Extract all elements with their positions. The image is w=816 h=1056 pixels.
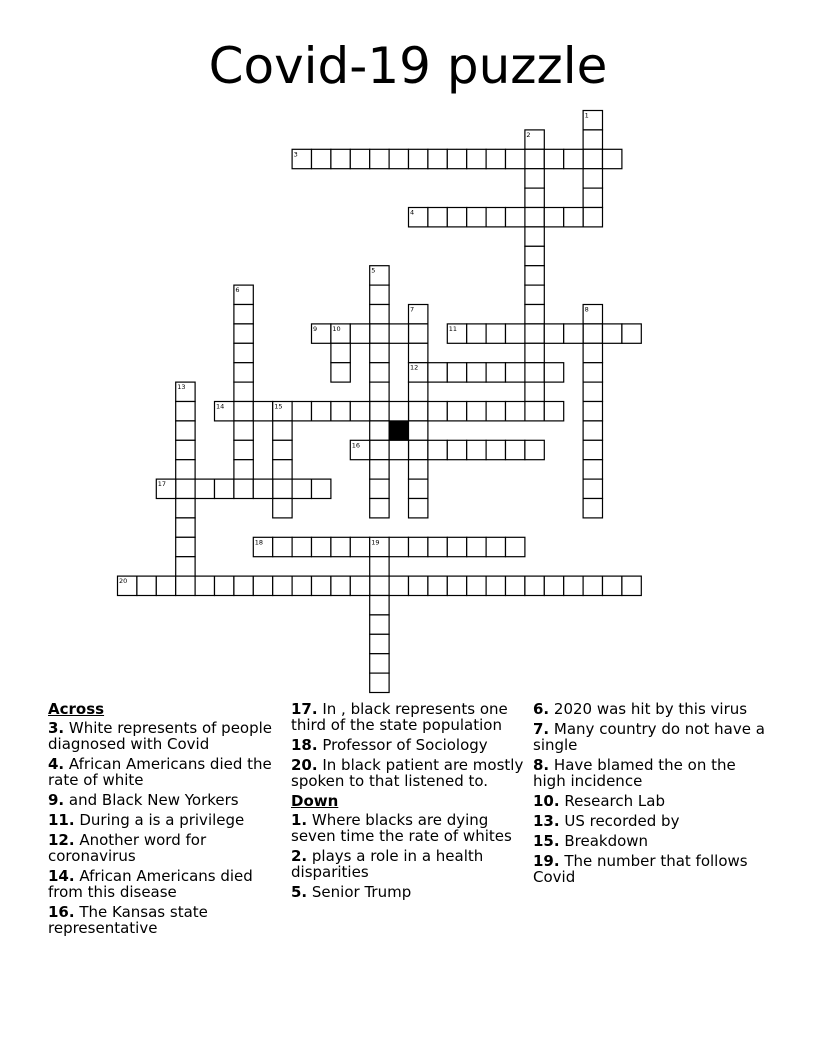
clue-text: Professor of Sociology bbox=[317, 736, 488, 754]
grid-cell[interactable] bbox=[564, 324, 583, 343]
clue-number: 18. bbox=[291, 736, 318, 754]
grid-cell[interactable] bbox=[486, 363, 505, 382]
grid-cell[interactable] bbox=[312, 537, 331, 556]
grid-cell[interactable] bbox=[525, 343, 544, 362]
grid-cell[interactable] bbox=[312, 479, 331, 498]
grid-cell[interactable] bbox=[234, 440, 253, 459]
clue-number: 5. bbox=[291, 883, 308, 901]
grid-cell[interactable] bbox=[156, 576, 175, 595]
grid-cell[interactable] bbox=[603, 576, 622, 595]
clue-text: Have blamed the on the high incidence bbox=[533, 756, 736, 790]
cell-number: 6 bbox=[235, 286, 240, 295]
grid-cell[interactable] bbox=[506, 324, 525, 343]
clue-across-12 bbox=[48, 832, 288, 864]
grid-cell[interactable] bbox=[525, 188, 544, 207]
clue-across-9 bbox=[48, 792, 288, 808]
grid-cell[interactable] bbox=[428, 576, 447, 595]
grid-cell[interactable] bbox=[389, 576, 408, 595]
grid-cell[interactable] bbox=[467, 324, 486, 343]
grid-cell[interactable] bbox=[467, 576, 486, 595]
clue-text: The Kansas state representative bbox=[48, 903, 208, 937]
grid-cell[interactable] bbox=[292, 479, 311, 498]
grid-cell[interactable] bbox=[234, 324, 253, 343]
clues-column-1 bbox=[48, 701, 288, 940]
clue-text: During a is a privilege bbox=[74, 811, 245, 829]
grid-cell[interactable] bbox=[525, 382, 544, 401]
grid-cell[interactable] bbox=[234, 343, 253, 362]
cell-number: 11 bbox=[448, 324, 458, 333]
clue-text: In black patient are mostly spoken to that listened to. bbox=[291, 756, 524, 790]
grid-cell[interactable] bbox=[331, 537, 350, 556]
grid-cell[interactable] bbox=[506, 208, 525, 227]
across-heading: Across bbox=[48, 700, 105, 718]
clue-number: 12. bbox=[48, 831, 75, 849]
grid-cell[interactable] bbox=[409, 421, 428, 440]
clue-number: 7. bbox=[533, 720, 550, 738]
grid-cell[interactable] bbox=[312, 402, 331, 421]
clue-text: Senior Trump bbox=[307, 883, 412, 901]
clue-text: In , black represents one third of the state population bbox=[291, 700, 508, 734]
grid-cell[interactable] bbox=[273, 440, 292, 459]
grid-cell[interactable] bbox=[350, 149, 369, 168]
grid-cell[interactable] bbox=[331, 363, 350, 382]
cell-number: 18 bbox=[254, 538, 264, 547]
grid-cell[interactable] bbox=[428, 208, 447, 227]
grid-cell[interactable] bbox=[506, 363, 525, 382]
grid-cell[interactable] bbox=[428, 537, 447, 556]
clue-down-10 bbox=[533, 793, 773, 809]
grid-cell[interactable] bbox=[467, 208, 486, 227]
cell-number: 19 bbox=[371, 538, 380, 547]
grid-cell[interactable] bbox=[525, 246, 544, 265]
clue-text: Research Lab bbox=[559, 792, 665, 810]
clue-down-6 bbox=[533, 701, 773, 717]
grid-cell[interactable] bbox=[370, 673, 389, 692]
grid-cell[interactable] bbox=[137, 576, 156, 595]
grid-cell[interactable] bbox=[370, 557, 389, 576]
grid-cell[interactable] bbox=[370, 576, 389, 595]
grid-cell[interactable] bbox=[292, 402, 311, 421]
grid-cell[interactable] bbox=[273, 479, 292, 498]
grid-cell[interactable] bbox=[506, 440, 525, 459]
grid-cell[interactable] bbox=[409, 149, 428, 168]
grid-cell[interactable] bbox=[253, 576, 272, 595]
grid-cell[interactable] bbox=[331, 576, 350, 595]
clue-number: 20. bbox=[291, 756, 318, 774]
clue-number: 8. bbox=[533, 756, 550, 774]
cell-number: 4 bbox=[410, 208, 415, 217]
clue-across-18 bbox=[291, 737, 531, 753]
grid-cell[interactable] bbox=[215, 576, 234, 595]
grid-cell[interactable] bbox=[428, 363, 447, 382]
grid-cell[interactable] bbox=[234, 460, 253, 479]
grid-cell[interactable] bbox=[583, 188, 602, 207]
grid-cell[interactable] bbox=[467, 440, 486, 459]
clue-text: Many country do not have a single bbox=[533, 720, 765, 754]
grid-cell[interactable] bbox=[370, 596, 389, 615]
grid-cell[interactable] bbox=[389, 324, 408, 343]
grid-cell[interactable] bbox=[331, 402, 350, 421]
grid-cell[interactable] bbox=[370, 499, 389, 518]
grid-cell[interactable] bbox=[564, 208, 583, 227]
grid-cell[interactable] bbox=[292, 537, 311, 556]
clue-number: 17. bbox=[291, 700, 318, 718]
grid-cell[interactable] bbox=[525, 440, 544, 459]
grid-cell[interactable] bbox=[370, 343, 389, 362]
clue-number: 14. bbox=[48, 867, 75, 885]
grid-cell[interactable] bbox=[331, 343, 350, 362]
clues-column-3 bbox=[533, 701, 773, 889]
grid-cell[interactable] bbox=[622, 324, 641, 343]
clue-down-5 bbox=[291, 884, 531, 900]
grid-cell[interactable] bbox=[195, 479, 214, 498]
grid-cell[interactable] bbox=[273, 421, 292, 440]
grid-cell[interactable] bbox=[583, 460, 602, 479]
grid-cell[interactable] bbox=[253, 402, 272, 421]
grid-cell[interactable] bbox=[603, 149, 622, 168]
grid-cell[interactable] bbox=[583, 576, 602, 595]
grid-cell[interactable] bbox=[273, 576, 292, 595]
clue-down-7 bbox=[533, 721, 773, 753]
grid-cell[interactable] bbox=[583, 421, 602, 440]
grid-cell[interactable] bbox=[506, 537, 525, 556]
cell-number: 3 bbox=[293, 150, 298, 159]
grid-cell[interactable] bbox=[583, 402, 602, 421]
grid-cell[interactable] bbox=[176, 440, 195, 459]
grid-cell[interactable] bbox=[564, 149, 583, 168]
black-cell bbox=[389, 421, 408, 440]
grid-cell[interactable] bbox=[583, 479, 602, 498]
clue-number: 1. bbox=[291, 811, 308, 829]
clue-text: The number that follows Covid bbox=[533, 852, 748, 886]
cell-number: 10 bbox=[332, 324, 341, 333]
grid-cell[interactable] bbox=[370, 402, 389, 421]
clues-column-2 bbox=[291, 701, 531, 904]
grid-cell[interactable] bbox=[486, 149, 505, 168]
grid-cell[interactable] bbox=[370, 615, 389, 634]
grid-cell[interactable] bbox=[486, 208, 505, 227]
grid-cell[interactable] bbox=[176, 576, 195, 595]
grid-cell[interactable] bbox=[176, 421, 195, 440]
clue-text: White represents of people diagnosed with Covid bbox=[48, 719, 273, 753]
grid-cell[interactable] bbox=[331, 149, 350, 168]
grid-cell[interactable] bbox=[583, 343, 602, 362]
grid-cell[interactable] bbox=[176, 557, 195, 576]
grid-cell[interactable] bbox=[350, 576, 369, 595]
clue-number: 15. bbox=[533, 832, 560, 850]
clue-number: 10. bbox=[533, 792, 560, 810]
cell-number: 20 bbox=[119, 577, 128, 586]
clue-text: and Black New Yorkers bbox=[64, 791, 239, 809]
cell-number: 14 bbox=[216, 402, 225, 411]
grid-cell[interactable] bbox=[176, 537, 195, 556]
grid-cell[interactable] bbox=[350, 324, 369, 343]
grid-cell[interactable] bbox=[176, 479, 195, 498]
grid-cell[interactable] bbox=[467, 363, 486, 382]
down-heading: Down bbox=[291, 792, 339, 810]
grid-cell[interactable] bbox=[525, 169, 544, 188]
grid-cell[interactable] bbox=[273, 499, 292, 518]
grid-cell[interactable] bbox=[428, 149, 447, 168]
cell-number: 13 bbox=[177, 383, 186, 392]
grid-cell[interactable] bbox=[544, 402, 563, 421]
grid-cell[interactable] bbox=[564, 576, 583, 595]
grid-cell[interactable] bbox=[409, 382, 428, 401]
grid-cell[interactable] bbox=[506, 576, 525, 595]
grid-cell[interactable] bbox=[409, 460, 428, 479]
grid-cell[interactable] bbox=[603, 324, 622, 343]
grid-cell[interactable] bbox=[525, 208, 544, 227]
grid-cell[interactable] bbox=[409, 440, 428, 459]
grid-cell[interactable] bbox=[583, 208, 602, 227]
grid-cell[interactable] bbox=[447, 576, 466, 595]
grid-cell[interactable] bbox=[583, 499, 602, 518]
grid-cell[interactable] bbox=[176, 499, 195, 518]
grid-cell[interactable] bbox=[583, 130, 602, 149]
grid-cell[interactable] bbox=[486, 537, 505, 556]
grid-cell[interactable] bbox=[622, 576, 641, 595]
grid-cell[interactable] bbox=[467, 402, 486, 421]
grid-cell[interactable] bbox=[409, 324, 428, 343]
cell-number: 12 bbox=[410, 363, 419, 372]
cell-number: 7 bbox=[410, 305, 415, 314]
grid-cell[interactable] bbox=[409, 576, 428, 595]
cell-number: 8 bbox=[584, 305, 589, 314]
cell-number: 1 bbox=[584, 111, 589, 120]
grid-cell[interactable] bbox=[370, 479, 389, 498]
grid-cell[interactable] bbox=[350, 402, 369, 421]
grid-cell[interactable] bbox=[447, 440, 466, 459]
grid-cell[interactable] bbox=[370, 305, 389, 324]
clue-across-16 bbox=[48, 904, 288, 936]
grid-cell[interactable] bbox=[544, 208, 563, 227]
grid-cell[interactable] bbox=[525, 227, 544, 246]
cell-number: 17 bbox=[157, 480, 167, 489]
grid-cell[interactable] bbox=[370, 460, 389, 479]
grid-cell[interactable] bbox=[583, 169, 602, 188]
grid-cell[interactable] bbox=[370, 324, 389, 343]
grid-cell[interactable] bbox=[234, 382, 253, 401]
grid-cell[interactable] bbox=[312, 576, 331, 595]
clue-number: 13. bbox=[533, 812, 560, 830]
grid-cell[interactable] bbox=[273, 460, 292, 479]
clue-down-19 bbox=[533, 853, 773, 885]
grid-cell[interactable] bbox=[370, 634, 389, 653]
grid-cell[interactable] bbox=[544, 324, 563, 343]
grid-cell[interactable] bbox=[389, 402, 408, 421]
clue-text: African Americans died the rate of white bbox=[48, 755, 272, 789]
clue-down-2 bbox=[291, 848, 531, 880]
grid-cell[interactable] bbox=[447, 363, 466, 382]
grid-cell[interactable] bbox=[486, 576, 505, 595]
clue-across-17 bbox=[291, 701, 531, 733]
grid-cell[interactable] bbox=[234, 305, 253, 324]
cell-number: 9 bbox=[313, 324, 318, 333]
grid-cell[interactable] bbox=[370, 363, 389, 382]
grid-cell[interactable] bbox=[525, 576, 544, 595]
grid-cell[interactable] bbox=[389, 440, 408, 459]
grid-cell[interactable] bbox=[409, 479, 428, 498]
grid-cell[interactable] bbox=[486, 402, 505, 421]
grid-cell[interactable] bbox=[370, 421, 389, 440]
grid-cell[interactable] bbox=[292, 576, 311, 595]
grid-cell[interactable] bbox=[234, 363, 253, 382]
grid-cell[interactable] bbox=[234, 576, 253, 595]
grid-cell[interactable] bbox=[544, 149, 563, 168]
clue-number: 4. bbox=[48, 755, 65, 773]
clue-number: 11. bbox=[48, 811, 75, 829]
grid-cell[interactable] bbox=[409, 499, 428, 518]
clue-text: Breakdown bbox=[559, 832, 649, 850]
grid-cell[interactable] bbox=[350, 537, 369, 556]
grid-cell[interactable] bbox=[525, 149, 544, 168]
grid-cell[interactable] bbox=[486, 440, 505, 459]
grid-cell[interactable] bbox=[370, 285, 389, 304]
grid-cell[interactable] bbox=[409, 537, 428, 556]
cell-number: 5 bbox=[371, 266, 376, 275]
grid-cell[interactable] bbox=[506, 402, 525, 421]
grid-cell[interactable] bbox=[583, 149, 602, 168]
grid-cell[interactable] bbox=[370, 149, 389, 168]
grid-cell[interactable] bbox=[583, 440, 602, 459]
grid-cell[interactable] bbox=[447, 208, 466, 227]
grid-cell[interactable] bbox=[525, 285, 544, 304]
grid-cell[interactable] bbox=[273, 537, 292, 556]
clue-number: 19. bbox=[533, 852, 560, 870]
grid-cell[interactable] bbox=[525, 305, 544, 324]
clue-text: plays a role in a health disparities bbox=[291, 847, 484, 881]
grid-cell[interactable] bbox=[486, 324, 505, 343]
page-title: Covid-19 puzzle bbox=[208, 37, 608, 95]
grid-cell[interactable] bbox=[583, 324, 602, 343]
cell-number: 15 bbox=[274, 402, 283, 411]
grid-cell[interactable] bbox=[389, 537, 408, 556]
clue-down-1 bbox=[291, 812, 531, 844]
clue-number: 6. bbox=[533, 700, 550, 718]
grid-cell[interactable] bbox=[428, 440, 447, 459]
grid-cell[interactable] bbox=[253, 479, 272, 498]
clue-down-13 bbox=[533, 813, 773, 829]
grid-cell[interactable] bbox=[234, 479, 253, 498]
grid-cell[interactable] bbox=[467, 537, 486, 556]
grid-cell[interactable] bbox=[234, 402, 253, 421]
clue-text: African Americans died from this disease bbox=[48, 867, 253, 901]
grid-cell[interactable] bbox=[583, 382, 602, 401]
grid-cell[interactable] bbox=[176, 460, 195, 479]
grid-cell[interactable] bbox=[525, 363, 544, 382]
grid-cell[interactable] bbox=[447, 149, 466, 168]
grid-cell[interactable] bbox=[583, 363, 602, 382]
clue-across-14 bbox=[48, 868, 288, 900]
grid-cell[interactable] bbox=[467, 149, 486, 168]
grid-cell[interactable] bbox=[215, 479, 234, 498]
clue-number: 3. bbox=[48, 719, 65, 737]
clue-across-11 bbox=[48, 812, 288, 828]
cell-number: 2 bbox=[526, 130, 531, 139]
cell-number: 16 bbox=[351, 441, 361, 450]
grid-cell[interactable] bbox=[544, 576, 563, 595]
clue-number: 2. bbox=[291, 847, 308, 865]
grid-cell[interactable] bbox=[506, 149, 525, 168]
clue-number: 16. bbox=[48, 903, 75, 921]
grid-cell[interactable] bbox=[370, 654, 389, 673]
grid-cell[interactable] bbox=[409, 343, 428, 362]
grid-cell[interactable] bbox=[525, 402, 544, 421]
grid-cell[interactable] bbox=[447, 537, 466, 556]
clue-across-20 bbox=[291, 757, 531, 789]
grid-cell[interactable] bbox=[195, 576, 214, 595]
grid-cell[interactable] bbox=[234, 421, 253, 440]
grid-cell[interactable] bbox=[176, 402, 195, 421]
clue-across-4 bbox=[48, 756, 288, 788]
grid-cell[interactable] bbox=[544, 363, 563, 382]
clue-number: 9. bbox=[48, 791, 65, 809]
clue-text: Where blacks are dying seven time the rate of whites bbox=[291, 811, 512, 845]
grid-cell[interactable] bbox=[525, 266, 544, 285]
clue-down-8 bbox=[533, 757, 773, 789]
clue-across-3 bbox=[48, 720, 288, 752]
clue-text: US recorded by bbox=[559, 812, 680, 830]
clue-text: Another word for coronavirus bbox=[48, 831, 207, 865]
clue-text: 2020 was hit by this virus bbox=[549, 700, 748, 718]
grid-cell[interactable] bbox=[409, 402, 428, 421]
grid-cell[interactable] bbox=[428, 402, 447, 421]
grid-cell[interactable] bbox=[312, 149, 331, 168]
grid-cell[interactable] bbox=[176, 518, 195, 537]
grid-cell[interactable] bbox=[389, 149, 408, 168]
clue-down-15 bbox=[533, 833, 773, 849]
grid-cell[interactable] bbox=[370, 382, 389, 401]
grid-cell[interactable] bbox=[525, 324, 544, 343]
grid-cell[interactable] bbox=[370, 440, 389, 459]
grid-cell[interactable] bbox=[447, 402, 466, 421]
